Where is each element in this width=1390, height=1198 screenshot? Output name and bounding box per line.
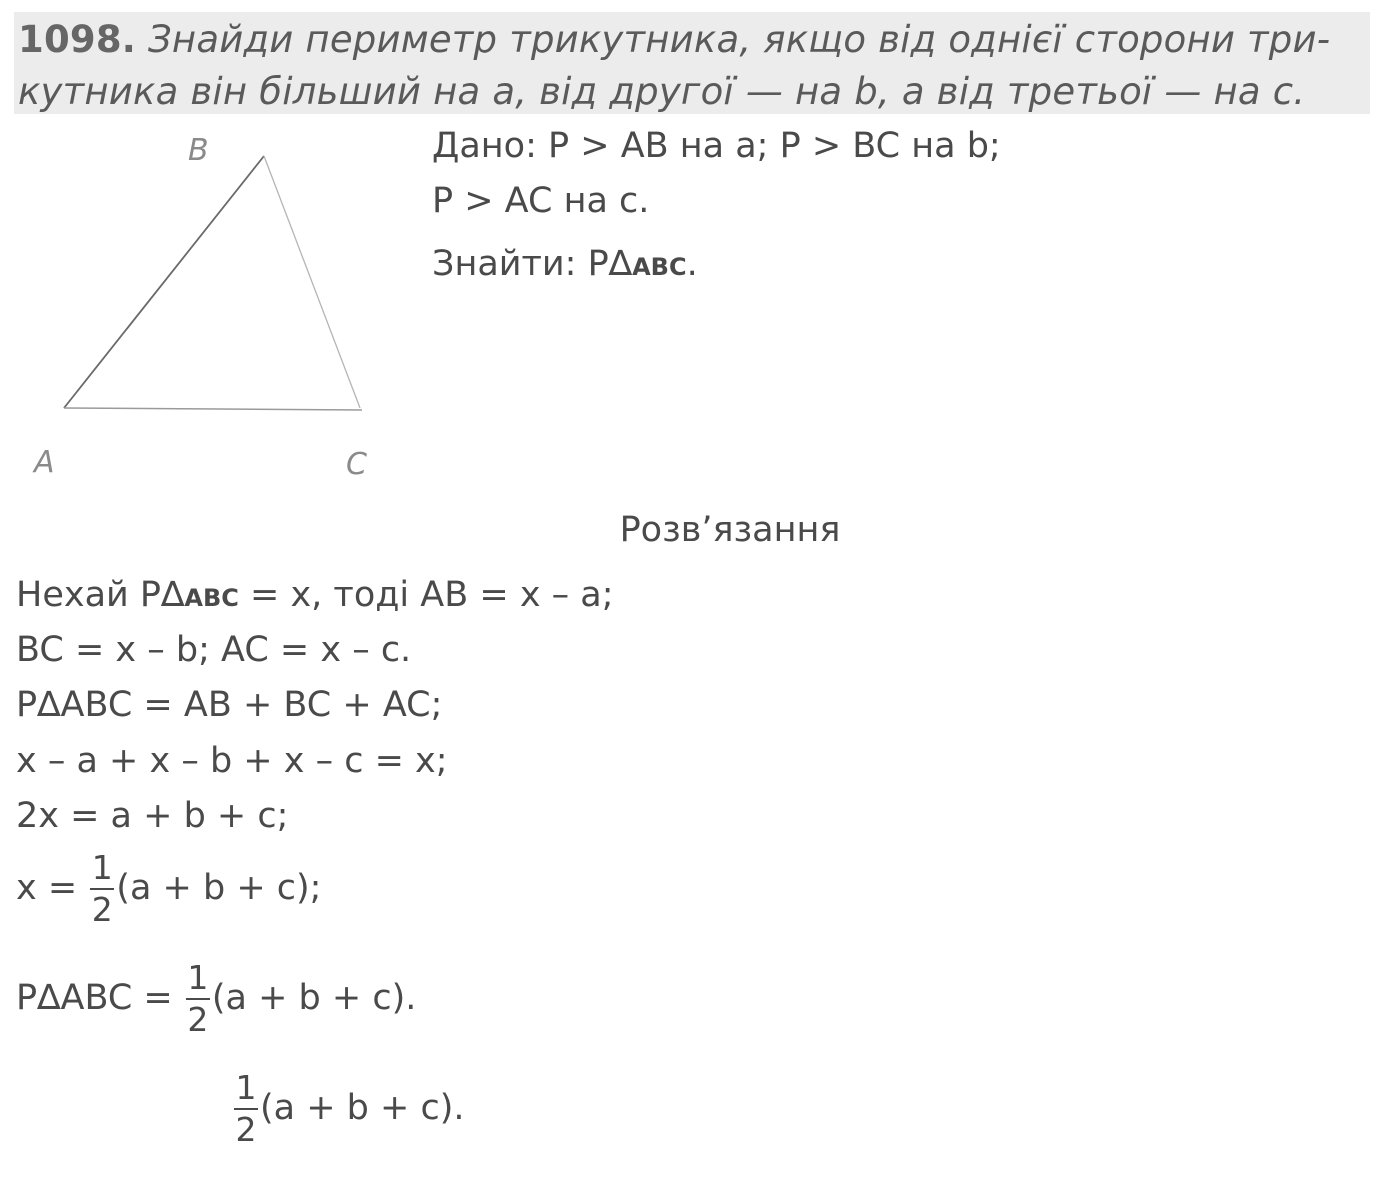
answer-suffix: (a + b + c). bbox=[260, 1088, 465, 1128]
side-ac bbox=[64, 408, 362, 410]
fraction-one-half bbox=[90, 848, 114, 930]
fraction-denominator: 2 bbox=[187, 1000, 209, 1039]
vertex-a-label: A bbox=[34, 445, 55, 480]
solution-line-6-suffix: (a + b + c); bbox=[116, 868, 322, 908]
solution-line-4: x – a + x – b + x – c = x; bbox=[16, 741, 448, 781]
problem-text-1: Знайди периметр трикутника, якщо від однієї сторони три- bbox=[148, 18, 1331, 61]
problem-statement bbox=[14, 12, 1370, 114]
fraction-numerator: 1 bbox=[235, 1068, 257, 1107]
fraction-denominator: 2 bbox=[91, 890, 113, 929]
fraction-numerator: 1 bbox=[91, 848, 113, 887]
solution-line-7-suffix: (a + b + c). bbox=[211, 978, 417, 1018]
solution-line-6 bbox=[16, 848, 321, 930]
solution-line-1 bbox=[16, 575, 614, 615]
fraction-numerator: 1 bbox=[187, 958, 209, 997]
solution-line-1-suffix: = x, тоді AB = x – a; bbox=[238, 575, 614, 615]
triangle-drawing bbox=[20, 120, 400, 490]
solution-line-5: 2x = a + b + c; bbox=[16, 796, 289, 836]
triangle-figure bbox=[20, 120, 400, 490]
find-subscript: ABC bbox=[632, 253, 687, 281]
find-suffix: . bbox=[686, 244, 698, 284]
solution-line-1-prefix: Нехай P∆ bbox=[16, 575, 185, 615]
solution-line-3: P∆ABC = AB + BC + AC; bbox=[16, 685, 443, 725]
side-ab bbox=[64, 156, 264, 408]
given-line-1: Дано: P > AB на a; P > BC на b; bbox=[432, 126, 1001, 166]
fraction-one-half bbox=[234, 1068, 258, 1150]
fraction-one-half bbox=[186, 958, 210, 1040]
problem-line-1 bbox=[18, 18, 1330, 61]
problem-number: 1098. bbox=[18, 18, 137, 61]
side-bc bbox=[264, 156, 360, 408]
problem-line-2: кутника він більший на a, від другої — на b, а від третьої — на c. bbox=[18, 70, 1306, 113]
solution-line-2: BC = x – b; AC = x – c. bbox=[16, 630, 412, 670]
vertex-c-label: C bbox=[346, 447, 367, 482]
find-prefix: Знайти: P∆ bbox=[432, 244, 633, 284]
vertex-b-label: B bbox=[188, 133, 209, 168]
fraction-denominator: 2 bbox=[235, 1110, 257, 1149]
given-line-2: P > AC на c. bbox=[432, 181, 650, 221]
solution-line-1-subscript: ABC bbox=[184, 584, 239, 612]
answer-line bbox=[232, 1068, 465, 1150]
solution-line-7 bbox=[16, 958, 416, 1040]
solution-line-6-prefix: x = bbox=[16, 868, 89, 908]
find-line bbox=[432, 244, 698, 284]
solution-line-7-prefix: P∆ABC = bbox=[16, 978, 184, 1018]
solution-heading: Розв’язання bbox=[619, 510, 841, 550]
